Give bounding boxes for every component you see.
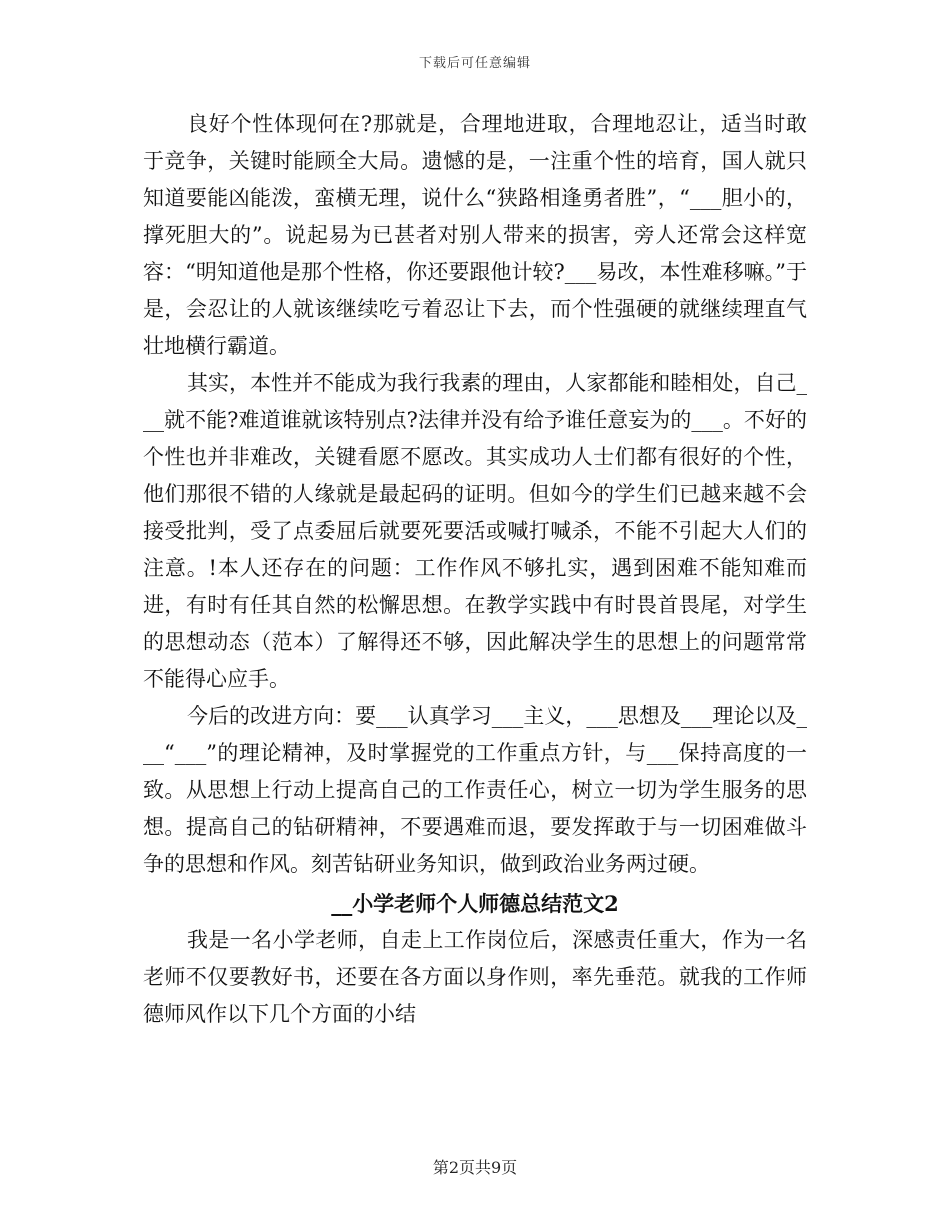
page-number: 第2页共9页 (432, 1158, 518, 1177)
section-title: __小学老师个人师德总结范文2 (331, 891, 619, 916)
paragraph-personality: 良好个性体现何在?那就是，合理地进取，合理地忍让，适当时敢于竞争，关键时能顾全大局。遗憾的是，一注重个性的培育，国人就只知道要能凶能泼，蛮横无理，说什么“狭路相逢勇者胜”，“___胆小的，撑死胆大的”。说起易为已甚者对别人带来的损害，旁人还常会这样宽容：“明知道他是那个性格，你还要跟他计较?___易改，本性难移嘛。”于是，会忍让的人就该继续吃亏着忍让下去，而个性强硬的就继续理直气壮地横行霸道。 (143, 112, 807, 358)
paragraph-improvement: 今后的改进方向：要___认真学习___主义，___思想及___理论以及___“___”的理论精神，及时掌握党的工作重点方针，与___保持高度的一致。从思想上行动上提高自己的工作责任心，树立一切为学生服务的思想。提高自己的钻研精神，不要遇难而退，要发挥敢于与一切困难做斗争的思想和作风。刻苦钻研业务知识，做到政治业务两过硬。 (143, 704, 807, 876)
paragraph-nature: 其实，本性并不能成为我行我素的理由，人家都能和睦相处，自己___就不能?难道谁就该特别点?法律并没有给予谁任意妄为的___。不好的个性也并非难改，关键看愿不愿改。其实成功人士们都有很好的个性，他们那很不错的人缘就是最起码的证明。但如今的学生们已越来越不会接受批判，受了点委屈后就要死要活或喊打喊杀，不能不引起大人们的注意。!本人还存在的问题：工作作风不够扎实，遇到困难不能知难而进，有时有任其自然的松懈思想。在教学实践中有时畏首畏尾，对学生的思想动态（范本）了解得还不够，因此解决学生的思想上的问题常常不能得心应手。 (143, 371, 807, 691)
page-header: 下载后可任意编辑 (418, 56, 531, 71)
document-body (143, 106, 807, 1033)
paragraph-intro: 我是一名小学老师，自走上工作岗位后，深感责任重大，作为一名老师不仅要教好书，还要在各方面以身作则，率先垂范。就我的工作师德师风作以下几个方面的小结 (143, 928, 807, 1026)
